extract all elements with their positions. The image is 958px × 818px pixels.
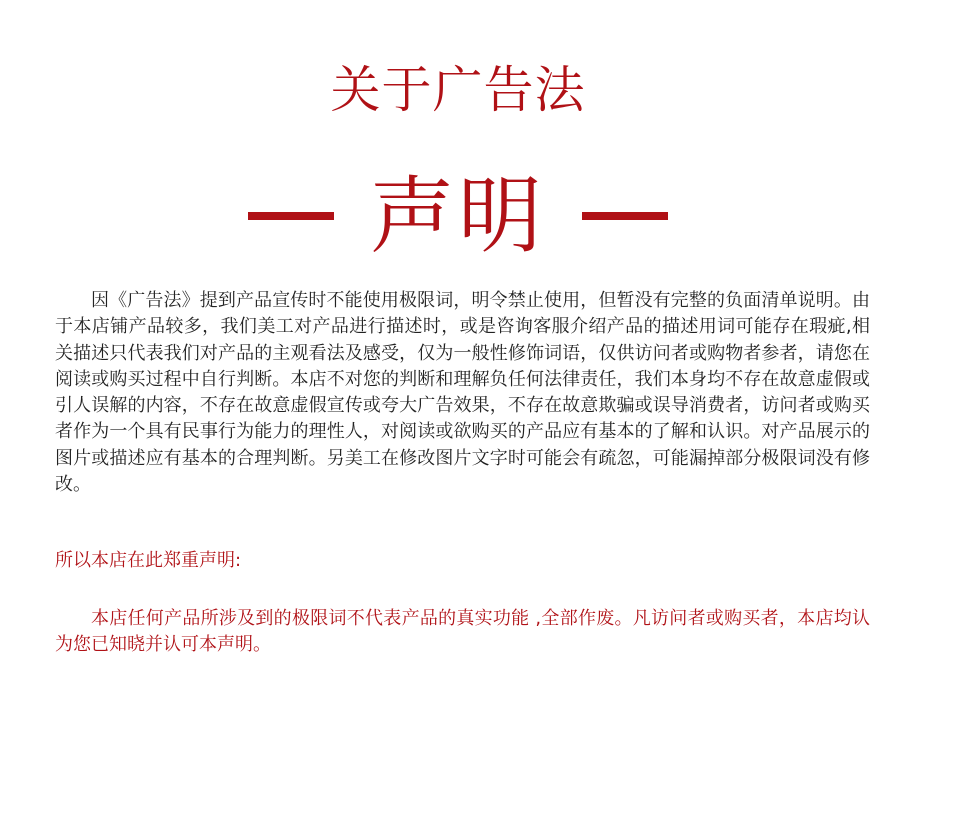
page-title-text: 声明 <box>369 167 546 265</box>
declaration-heading: 所以本店在此郑重声明: <box>55 550 242 571</box>
left-dash-decoration <box>248 212 334 220</box>
declaration-statement: 本店任何产品所涉及到的极限词不代表产品的真实功能 ,全部作废。凡访问者或购买者，本店均认为您已知晓并认可本声明。 <box>55 608 870 656</box>
page-subtitle: 关于广告法 <box>330 61 586 119</box>
right-dash-decoration <box>582 212 668 220</box>
page-title <box>0 168 916 264</box>
disclaimer-body: 因《广告法》提到产品宣传时不能使用极限词，明令禁止使用，但暂没有完整的负面清单说明。由于本店铺产品较多，我们美工对产品进行描述时，或是咨询客服介绍产品的描述用词可能存在瑕疵,相关描述只代表我们对产品的主观看法及感受，仅为一般性修饰词语，仅供访问者或购物者参者，请您在阅读或购买过程中自行判断。本店不对您的判断和理解负任何法律责任，我们本身均不存在故意虚假或引人误解的内容，不存在故意虚假宣传或夸大广告效果，不存在故意欺骗或误导消费者，访问者或购买者作为一个具有民事行为能力的理性人，对阅读或欲购买的产品应有基本的了解和认识。对产品展示的图片或描述应有基本的合理判断。另美工在修改图片文字时可能会有疏忽，可能漏掉部分极限词没有修改。 <box>55 290 870 496</box>
